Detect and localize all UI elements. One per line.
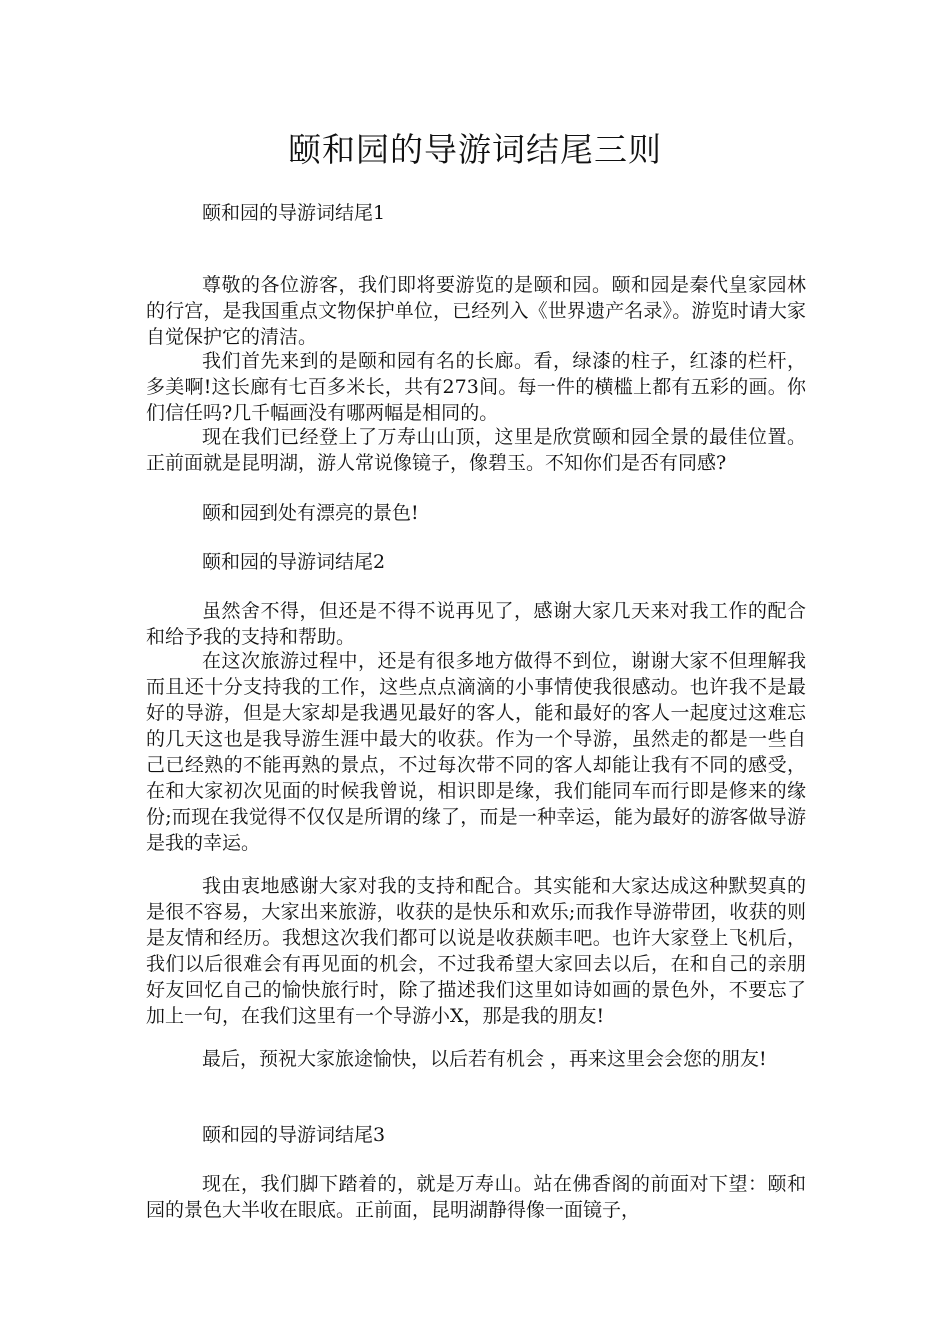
section-2-paragraph-1: 虽然舍不得，但还是不得不说再见了，感谢大家几天来对我工作的配合和给予我的支持和帮助。 xyxy=(146,600,806,648)
section-2-heading: 颐和园的导游词结尾2 xyxy=(202,551,386,573)
section-1-paragraph-3: 现在我们已经登上了万寿山山顶，这里是欣赏颐和园全景的最佳位置。正前面就是昆明湖，游人常说像镜子，像碧玉。不知你们是否有同感? xyxy=(146,426,806,474)
section-3-heading: 颐和园的导游词结尾3 xyxy=(202,1124,386,1146)
section-1-paragraph-2: 我们首先来到的是颐和园有名的长廊。看，绿漆的柱子，红漆的栏杆，多美啊!这长廊有七百多米长，共有273间。每一件的横槛上都有五彩的画。你们信任吗?几千幅画没有哪两幅是相同的。 xyxy=(146,350,806,424)
section-1-paragraph-1: 尊敬的各位游客，我们即将要游览的是颐和园。颐和园是秦代皇家园林的行宫，是我国重点文物保护单位，已经列入《世界遗产名录》。游览时请大家自觉保护它的清洁。 xyxy=(146,274,806,348)
document-title: 颐和园的导游词结尾三则 xyxy=(288,130,662,169)
section-2-paragraph-2: 在这次旅游过程中，还是有很多地方做得不到位，谢谢大家不但理解我而且还十分支持我的工作，这些点点滴滴的小事情使我很感动。也许我不是最好的导游，但是大家却是我遇见最好的客人，能和最好的客人一起度过这难忘的几天这也是我导游生涯中最大的收获。作为一个导游，虽然走的都是一些自己已经熟的不能再熟的景点，不过每次带不同的客人却能让我有不同的感受，在和大家初次见面的时候我曾说，相识即是缘，我们能同车而行即是修来的缘份;而现在我觉得不仅仅是所谓的缘了，而是一种幸运，能为最好的游客做导游是我的幸运。 xyxy=(146,650,806,854)
section-2-paragraph-4: 最后，预祝大家旅途愉快，以后若有机会 ，再来这里会会您的朋友! xyxy=(202,1048,767,1070)
section-1-paragraph-4: 颐和园到处有漂亮的景色! xyxy=(202,502,419,524)
section-1-heading: 颐和园的导游词结尾1 xyxy=(202,202,386,224)
section-2-paragraph-3: 我由衷地感谢大家对我的支持和配合。其实能和大家达成这种默契真的是很不容易，大家出来旅游，收获的是快乐和欢乐;而我作导游带团，收获的则是友情和经历。我想这次我们都可以说是收获颇丰吧。也许大家登上飞机后，我们以后很难会有再见面的机会，不过我希望大家回去以后，在和自己的亲朋好友回忆自己的愉快旅行时，除了描述我们这里如诗如画的景色外，不要忘了加上一句，在我们这里有一个导游小X，那是我的朋友! xyxy=(146,875,806,1027)
section-3-paragraph-1: 现在，我们脚下踏着的，就是万寿山。站在佛香阁的前面对下望：颐和园的景色大半收在眼底。正前面，昆明湖静得像一面镜子， xyxy=(146,1173,806,1221)
